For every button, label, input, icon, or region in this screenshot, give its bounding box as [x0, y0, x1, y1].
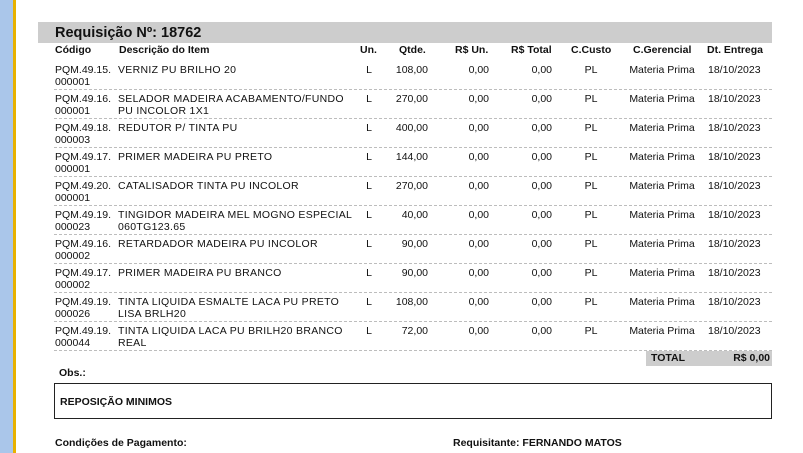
item-cc: PL	[584, 122, 598, 134]
item-dt: 18/10/2023	[708, 151, 761, 163]
header-qtde: Qtde.	[399, 44, 426, 56]
item-pun: 0,00	[468, 122, 489, 134]
item-code	[55, 64, 111, 88]
item-code	[55, 180, 111, 204]
item-code-line1: PQM.49.17.	[55, 267, 112, 279]
item-cg: Materia Prima	[629, 325, 695, 337]
item-ptot: 0,00	[531, 151, 552, 163]
table-row	[54, 205, 772, 235]
item-code-line2: 000002	[55, 250, 91, 262]
item-cg: Materia Prima	[629, 180, 695, 192]
item-description-line1: TINGIDOR MADEIRA MEL MOGNO ESPECIAL	[118, 209, 353, 221]
obs-label: Obs.:	[59, 367, 86, 379]
item-pun: 0,00	[468, 180, 489, 192]
total-value: R$ 0,00	[733, 352, 770, 364]
table-row	[54, 263, 772, 293]
item-code-line1: PQM.49.19.	[55, 296, 112, 308]
item-code-line2: 000002	[55, 279, 91, 291]
item-qtde: 90,00	[401, 267, 428, 279]
table-row	[54, 321, 772, 351]
item-pun: 0,00	[468, 267, 489, 279]
total-box	[646, 351, 772, 366]
item-description-line1: TINTA LIQUIDA LACA PU BRILH20 BRANCO	[118, 325, 343, 337]
item-cg: Materia Prima	[629, 122, 695, 134]
item-description-line1: PRIMER MADEIRA PU PRETO	[118, 151, 273, 163]
item-description	[118, 93, 344, 117]
item-description	[118, 209, 352, 233]
item-description-line1: RETARDADOR MADEIRA PU INCOLOR	[118, 238, 318, 250]
item-pun: 0,00	[468, 296, 489, 308]
item-description	[118, 267, 282, 279]
item-dt: 18/10/2023	[708, 64, 761, 76]
item-cc: PL	[584, 151, 598, 163]
item-description-line1: CATALISADOR TINTA PU INCOLOR	[118, 180, 299, 192]
table-row	[54, 292, 772, 322]
item-code	[55, 122, 111, 146]
item-code	[55, 296, 111, 320]
table-row	[54, 176, 772, 206]
item-code-line1: PQM.49.16.	[55, 93, 112, 105]
item-dt: 18/10/2023	[708, 267, 761, 279]
item-cc: PL	[584, 238, 598, 250]
header-c-gerencial: C.Gerencial	[633, 44, 692, 56]
item-qtde: 90,00	[401, 238, 428, 250]
table-row	[54, 60, 772, 90]
item-description-line1: SELADOR MADEIRA ACABAMENTO/FUNDO	[118, 93, 344, 105]
item-ptot: 0,00	[531, 122, 552, 134]
total-label: TOTAL	[651, 352, 686, 364]
table-row	[54, 89, 772, 119]
item-description-line1: PRIMER MADEIRA PU BRANCO	[118, 267, 282, 279]
item-code-line1: PQM.49.19.	[55, 325, 112, 337]
item-code	[55, 267, 111, 291]
header-un: Un.	[360, 44, 377, 56]
item-dt: 18/10/2023	[708, 238, 761, 250]
item-code-line1: PQM.49.15.	[55, 64, 112, 76]
item-description-line2: REAL	[118, 337, 147, 349]
header-descricao: Descrição do Item	[119, 44, 210, 56]
item-code-line2: 000001	[55, 76, 91, 88]
item-code-line2: 000003	[55, 134, 91, 146]
item-dt: 18/10/2023	[708, 325, 761, 337]
item-un: L	[366, 209, 372, 221]
item-code-line2: 000001	[55, 192, 91, 204]
item-ptot: 0,00	[531, 325, 552, 337]
item-ptot: 0,00	[531, 267, 552, 279]
header-preco-total: R$ Total	[511, 44, 552, 56]
header-codigo: Código	[55, 44, 92, 56]
item-cc: PL	[584, 325, 598, 337]
window-left-bar	[0, 0, 13, 453]
item-description-line1: TINTA LIQUIDA ESMALTE LACA PU PRETO	[118, 296, 340, 308]
item-dt: 18/10/2023	[708, 296, 761, 308]
obs-text: REPOSIÇÃO MINIMOS	[60, 396, 173, 408]
item-qtde: 72,00	[401, 325, 428, 337]
item-code-line2: 000001	[55, 105, 91, 117]
item-code-line2: 000023	[55, 221, 91, 233]
table-row	[54, 234, 772, 264]
item-cg: Materia Prima	[629, 64, 695, 76]
item-cc: PL	[584, 93, 598, 105]
header-preco-un: R$ Un.	[455, 44, 489, 56]
item-dt: 18/10/2023	[708, 209, 761, 221]
item-description	[118, 122, 237, 134]
item-ptot: 0,00	[531, 93, 552, 105]
item-cc: PL	[584, 64, 598, 76]
item-cg: Materia Prima	[629, 267, 695, 279]
item-qtde: 270,00	[395, 180, 428, 192]
item-dt: 18/10/2023	[708, 180, 761, 192]
item-cc: PL	[584, 267, 598, 279]
item-ptot: 0,00	[531, 180, 552, 192]
header-dt-entrega: Dt. Entrega	[707, 44, 764, 56]
item-ptot: 0,00	[531, 209, 552, 221]
item-code-line2: 000026	[55, 308, 91, 320]
item-un: L	[366, 151, 372, 163]
item-code-line1: PQM.49.17.	[55, 151, 112, 163]
item-cg: Materia Prima	[629, 151, 695, 163]
item-un: L	[366, 325, 372, 337]
item-description	[118, 296, 339, 320]
item-un: L	[366, 64, 372, 76]
item-description-line2: 060TG123.65	[118, 221, 186, 233]
payment-conditions-label: Condições de Pagamento:	[55, 437, 187, 449]
item-qtde: 108,00	[395, 296, 428, 308]
item-code	[55, 151, 111, 175]
item-un: L	[366, 180, 372, 192]
item-dt: 18/10/2023	[708, 93, 761, 105]
item-code-line1: PQM.49.20.	[55, 180, 112, 192]
header-c-custo: C.Custo	[571, 44, 612, 56]
obs-box	[54, 383, 772, 419]
item-description-line2: LISA BRLH20	[118, 308, 187, 320]
item-un: L	[366, 296, 372, 308]
requester-label: Requisitante: FERNANDO MATOS	[453, 437, 622, 449]
item-dt: 18/10/2023	[708, 122, 761, 134]
item-cc: PL	[584, 209, 598, 221]
item-pun: 0,00	[468, 64, 489, 76]
requisition-title-bar	[38, 22, 772, 43]
table-row	[54, 147, 772, 177]
item-code-line1: PQM.49.19.	[55, 209, 112, 221]
item-ptot: 0,00	[531, 238, 552, 250]
item-code-line1: PQM.49.16.	[55, 238, 112, 250]
item-pun: 0,00	[468, 325, 489, 337]
item-ptot: 0,00	[531, 296, 552, 308]
item-qtde: 270,00	[395, 93, 428, 105]
item-description	[118, 180, 299, 192]
item-ptot: 0,00	[531, 64, 552, 76]
item-description	[118, 238, 318, 250]
item-description	[118, 64, 236, 76]
item-pun: 0,00	[468, 151, 489, 163]
item-cg: Materia Prima	[629, 209, 695, 221]
item-code	[55, 238, 111, 262]
item-un: L	[366, 238, 372, 250]
item-pun: 0,00	[468, 209, 489, 221]
table-row	[54, 118, 772, 148]
item-cg: Materia Prima	[629, 296, 695, 308]
item-description-line1: VERNIZ PU BRILHO 20	[118, 64, 237, 76]
item-un: L	[366, 93, 372, 105]
item-qtde: 400,00	[395, 122, 428, 134]
item-qtde: 40,00	[401, 209, 428, 221]
item-description-line2: PU INCOLOR 1X1	[118, 105, 210, 117]
item-un: L	[366, 267, 372, 279]
item-code-line2: 000001	[55, 163, 91, 175]
item-cg: Materia Prima	[629, 238, 695, 250]
item-cc: PL	[584, 180, 598, 192]
item-code-line2: 000044	[55, 337, 91, 349]
item-code	[55, 325, 111, 349]
item-cg: Materia Prima	[629, 93, 695, 105]
item-description	[118, 151, 272, 163]
item-code	[55, 209, 111, 233]
item-pun: 0,00	[468, 238, 489, 250]
item-cc: PL	[584, 296, 598, 308]
item-pun: 0,00	[468, 93, 489, 105]
item-description	[118, 325, 343, 349]
item-code	[55, 93, 111, 117]
item-description-line1: REDUTOR P/ TINTA PU	[118, 122, 238, 134]
item-qtde: 144,00	[395, 151, 428, 163]
item-qtde: 108,00	[395, 64, 428, 76]
item-code-line1: PQM.49.18.	[55, 122, 112, 134]
requisition-title: Requisição Nº: 18762	[55, 25, 202, 41]
item-un: L	[366, 122, 372, 134]
